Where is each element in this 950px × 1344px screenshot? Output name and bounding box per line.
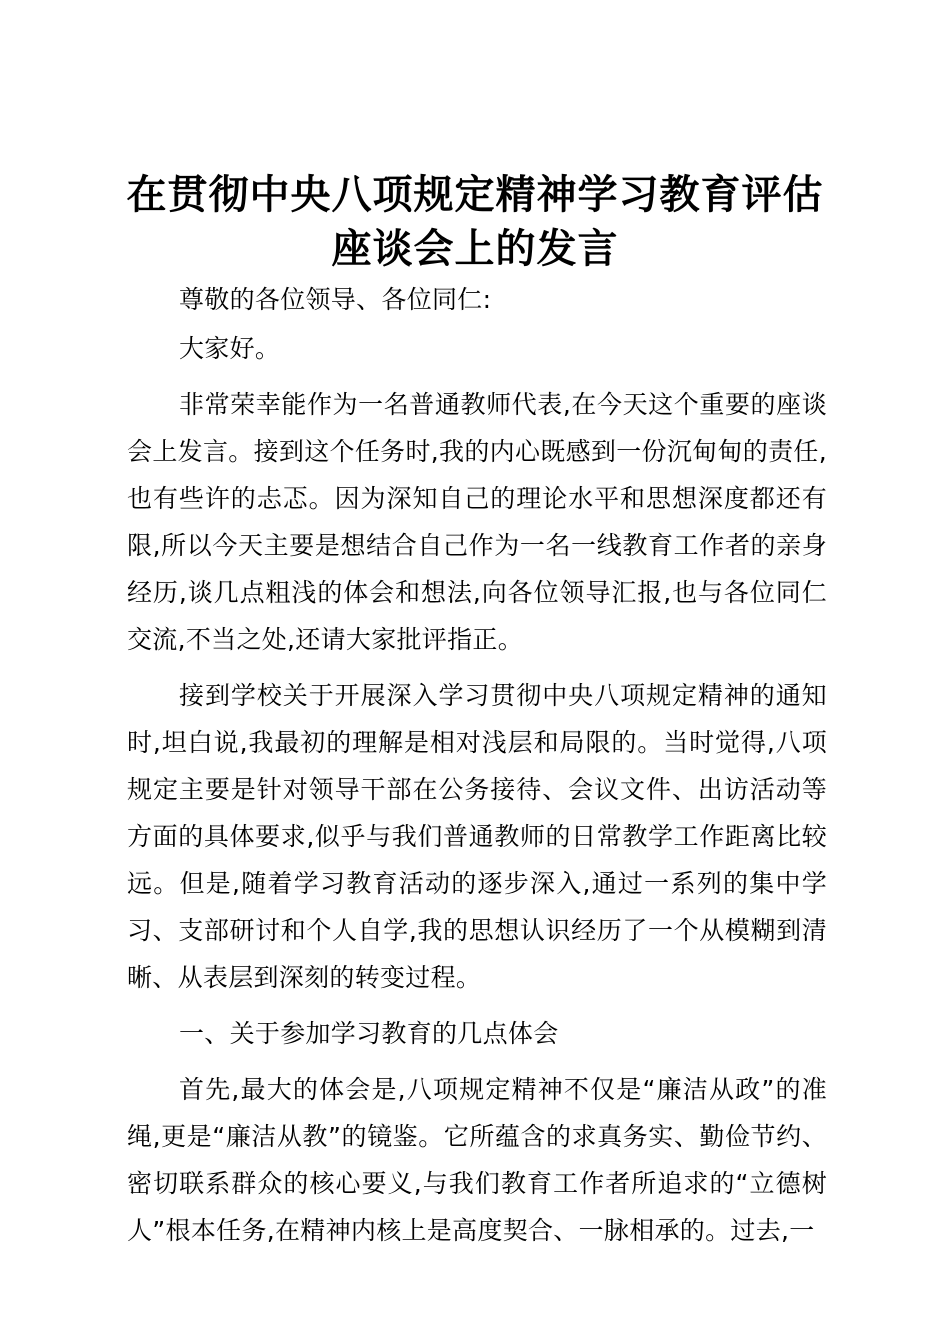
body-paragraph: 首先,最大的体会是,八项规定精神不仅是“廉洁从政”的准绳,更是“廉洁从教”的镜鉴。它所蕴含的求真务实、勤俭节约、密切联系群众的核心要义,与我们教育工作者所追求的“立德树人”根本任务,在精神内核上是高度契合、一脉相承的。过去,一 — [127, 1075, 827, 1245]
salutation: 尊敬的各位领导、各位同仁: — [179, 285, 492, 314]
document-title: 在贯彻中央八项规定精神学习教育评估座谈会上的发言 — [126, 172, 824, 272]
greeting: 大家好。 — [179, 334, 281, 363]
body-paragraph: 非常荣幸能作为一名普通教师代表,在今天这个重要的座谈会上发言。接到这个任务时,我的内心既感到一份沉甸甸的责任,也有些许的忐忑。因为深知自己的理论水平和思想深度都还有限,所以今天主要是想结合自己作为一名一线教育工作者的亲身经历,谈几点粗浅的体会和想法,向各位领导汇报,也与各位同仁交流,不当之处,还请大家批评指正。 — [127, 390, 827, 654]
section-heading: 一、关于参加学习教育的几点体会 — [179, 1019, 559, 1048]
document-body — [127, 276, 827, 1254]
body-paragraph: 接到学校关于开展深入学习贯彻中央八项规定精神的通知时,坦白说,我最初的理解是相对浅层和局限的。当时觉得,八项规定主要是针对领导干部在公务接待、会议文件、出访活动等方面的具体要求,似乎与我们普通教师的日常教学工作距离比较远。但是,随着学习教育活动的逐步深入,通过一系列的集中学习、支部研讨和个人自学,我的思想认识经历了一个从模糊到清晰、从表层到深刻的转变过程。 — [127, 681, 827, 992]
